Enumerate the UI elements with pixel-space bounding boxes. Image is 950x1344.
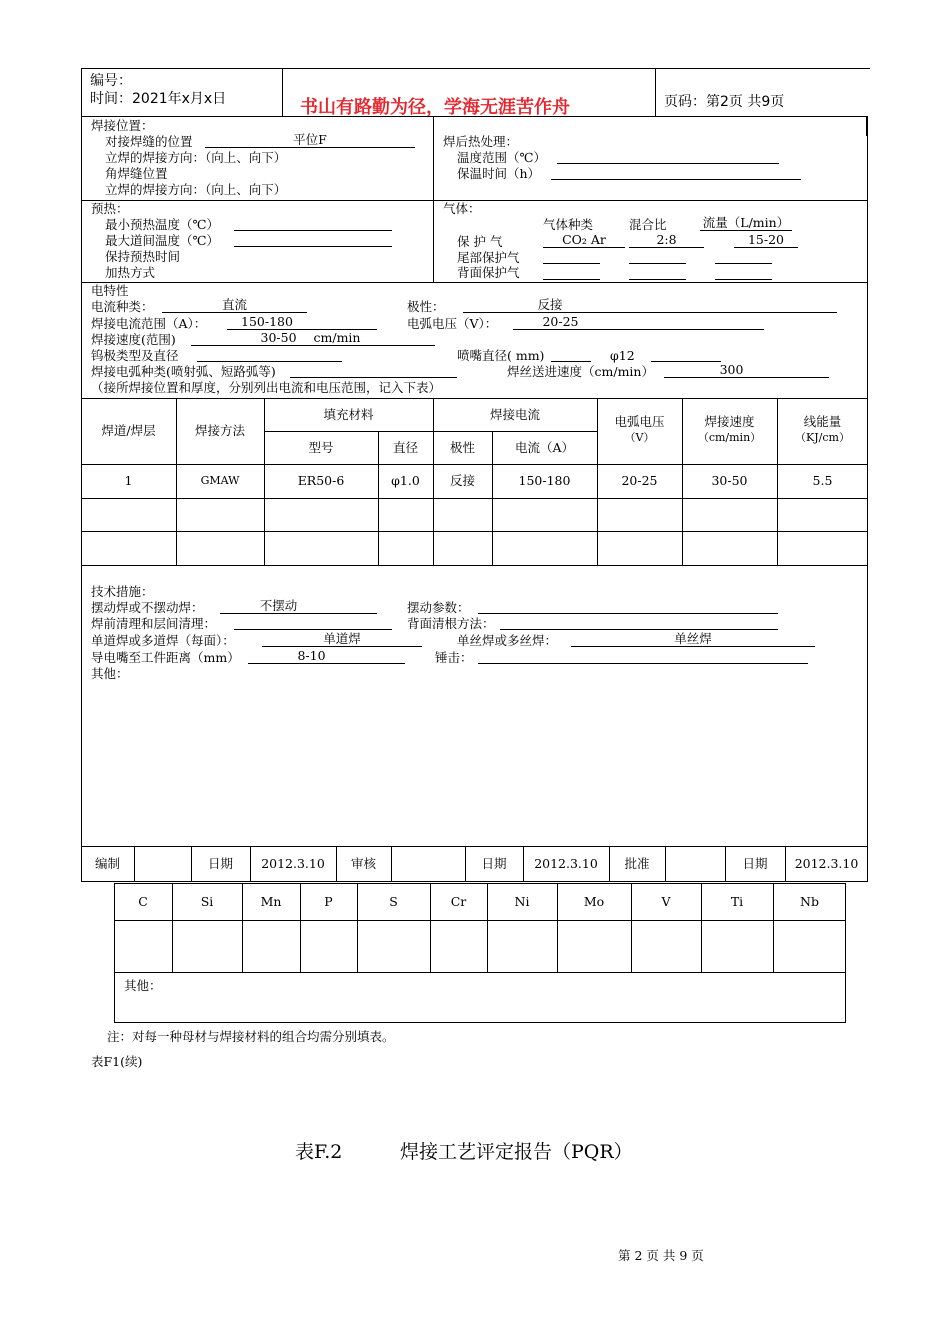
reviewed-label: 审核 xyxy=(350,855,376,871)
date-value-1: 2012.3.10 xyxy=(261,855,325,871)
table-continued: 表F1(续) xyxy=(91,1054,143,1069)
backing-gas-flow[interactable] xyxy=(715,265,772,280)
element-cr: Cr xyxy=(450,893,467,909)
wire-type-field[interactable] xyxy=(571,632,815,647)
max-interpass-field[interactable] xyxy=(234,232,392,247)
heating-method-label: 加热方式 xyxy=(105,265,156,280)
gas-ratio-header: 混合比 xyxy=(629,217,667,232)
col-current: 电流（A） xyxy=(514,439,575,455)
report-number: 表F.2 xyxy=(295,1141,343,1163)
cell-model: ER50-6 xyxy=(297,473,345,488)
col-polarity: 极性 xyxy=(449,439,475,455)
col-speed xyxy=(682,414,777,446)
electrical-title: 电特性 xyxy=(91,283,129,298)
pass-type-value: 单道焊 xyxy=(323,631,361,646)
element-mo: Mo xyxy=(583,893,605,909)
element-ti: Ti xyxy=(730,893,744,909)
speed-value: 30-50 xyxy=(260,330,297,345)
max-interpass-label: 最大道间温度（℃） xyxy=(105,233,219,248)
footnote: 注：对每一种母材与焊接材料的组合均需分别填表。 xyxy=(107,1029,395,1044)
speed-unit: cm/min xyxy=(313,330,361,345)
col-heat-input xyxy=(777,414,868,446)
date-label-2: 日期 xyxy=(481,855,507,871)
trailing-gas-type[interactable] xyxy=(543,249,600,264)
technique-other-label: 其他： xyxy=(91,666,129,681)
element-ni: Ni xyxy=(514,893,530,909)
shield-gas-ratio[interactable]: 2:8 xyxy=(629,233,704,248)
nozzle-value: φ12 xyxy=(610,348,635,363)
approved-label: 批准 xyxy=(624,855,650,871)
element-si: Si xyxy=(200,893,214,909)
cleaning-field[interactable] xyxy=(234,615,392,630)
date-label: 时间：2021年x月x日 xyxy=(90,91,227,107)
element-c: C xyxy=(138,893,148,909)
cleaning-label: 焊前清理和层间清理： xyxy=(91,616,217,631)
cell-voltage: 20-25 xyxy=(621,473,658,488)
weave-field[interactable] xyxy=(220,599,377,614)
prepared-field[interactable] xyxy=(135,847,190,880)
prepared-label: 编制 xyxy=(94,855,120,871)
col-diameter: 直径 xyxy=(392,439,418,455)
element-v: V xyxy=(661,893,671,909)
current-type-label: 电流种类： xyxy=(91,299,154,314)
polarity-value: 反接 xyxy=(537,297,563,312)
trailing-gas-flow[interactable] xyxy=(715,249,772,264)
tungsten-field[interactable] xyxy=(197,347,342,362)
nozzle-blank[interactable] xyxy=(551,347,591,362)
cell-current: 150-180 xyxy=(518,473,571,488)
col-speed-label: 焊接速度 xyxy=(704,414,755,429)
col-voltage-label: 电弧电压 xyxy=(614,414,665,429)
ctwd-field[interactable] xyxy=(248,649,405,664)
cell-polarity: 反接 xyxy=(449,473,475,488)
ctwd-label: 导电嘴至工件距离（mm） xyxy=(91,650,240,665)
current-range-label: 焊接电流范围（A）： xyxy=(91,316,207,331)
pwht-title: 焊后热处理： xyxy=(443,134,519,149)
chem-other-label: 其他： xyxy=(124,978,162,993)
fillet-label: 角焊缝位置 xyxy=(105,166,168,181)
butt-weld-label: 对接焊缝的位置 xyxy=(105,134,193,149)
nozzle-field[interactable] xyxy=(651,347,721,362)
voltage-value: 20-25 xyxy=(542,314,579,329)
polarity-label: 极性： xyxy=(407,299,445,314)
trailing-gas-ratio[interactable] xyxy=(629,249,686,264)
cell-speed: 30-50 xyxy=(711,473,748,488)
backing-gas-ratio[interactable] xyxy=(629,265,686,280)
col-pass: 焊道/焊层 xyxy=(101,423,156,438)
tungsten-label: 钨极类型及直径 xyxy=(91,348,179,363)
weave-value: 不摆动 xyxy=(259,598,298,613)
motto-banner: 书山有路勤为径，学海无涯苦作舟 xyxy=(300,97,570,118)
col-filler: 填充材料 xyxy=(323,406,374,422)
element-p: P xyxy=(324,893,333,909)
col-model: 型号 xyxy=(308,439,334,455)
transfer-mode-label: 焊接电弧种类(喷射弧、短路弧等) xyxy=(91,364,276,379)
weave-param-field[interactable] xyxy=(478,599,778,614)
date-value-2: 2012.3.10 xyxy=(534,855,598,871)
pwht-time-field[interactable] xyxy=(551,165,801,180)
shield-gas-label: 保 护 气 xyxy=(457,234,503,249)
current-type-field[interactable]: 直流 xyxy=(162,298,307,313)
wire-feed-field[interactable] xyxy=(664,363,829,378)
wire-type-label: 单丝焊或多丝焊： xyxy=(457,633,558,648)
pass-type-field[interactable] xyxy=(262,632,422,647)
electrical-note: （接所焊接位置和厚度，分别列出电流和电压范围，记入下表） xyxy=(91,380,442,395)
peening-field[interactable] xyxy=(478,649,808,664)
backing-gas-type[interactable] xyxy=(543,265,600,280)
voltage-field[interactable] xyxy=(513,315,764,330)
nozzle-label: 喷嘴直径( mm) xyxy=(457,348,545,363)
weave-param-label: 摆动参数： xyxy=(407,600,470,615)
cell-pass: 1 xyxy=(124,473,133,488)
position-title: 焊接位置： xyxy=(91,118,154,133)
col-speed-unit: （cm/min） xyxy=(697,431,762,444)
col-heat-label: 线能量 xyxy=(803,414,842,429)
shield-gas-type[interactable]: CO₂ Ar xyxy=(543,233,625,248)
peening-label: 锤击： xyxy=(435,650,473,665)
cell-heat-input: 5.5 xyxy=(812,473,833,488)
element-mn: Mn xyxy=(260,893,282,909)
gas-type-header: 气体种类 xyxy=(543,217,594,232)
technique-title: 技术措施： xyxy=(91,584,154,599)
gas-flow-header: 流量（L/min） xyxy=(700,216,792,231)
col-process: 焊接方法 xyxy=(194,423,245,438)
date-label-3: 日期 xyxy=(742,855,768,871)
polarity-field[interactable] xyxy=(463,298,837,313)
current-range-field[interactable] xyxy=(227,315,377,330)
min-preheat-field[interactable] xyxy=(234,216,392,231)
cell-process: GMAW xyxy=(200,474,240,487)
pass-type-label: 单道焊或多道焊（每面）： xyxy=(91,633,235,648)
date-label-1: 日期 xyxy=(207,855,233,871)
backgouge-label: 背面清根方法： xyxy=(407,616,495,631)
col-voltage-unit: （V） xyxy=(624,431,655,444)
wire-type-value: 单丝焊 xyxy=(674,631,712,646)
reviewed-field[interactable] xyxy=(392,847,464,880)
approved-field[interactable] xyxy=(666,847,724,880)
speed-label: 焊接速度(范围) xyxy=(91,332,176,347)
wire-feed-value: 300 xyxy=(719,362,744,377)
vertical-direction: 立焊的焊接方向：（向上、向下） xyxy=(105,150,287,165)
col-voltage xyxy=(597,414,682,446)
backing-gas-label: 背面保护气 xyxy=(457,265,520,280)
serial-label: 编号： xyxy=(90,73,132,89)
voltage-label: 电弧电压（V）： xyxy=(407,316,498,331)
min-preheat-label: 最小预热温度（℃） xyxy=(105,217,219,232)
trailing-gas-label: 尾部保护气 xyxy=(457,250,520,265)
element-s: S xyxy=(389,893,398,909)
pwht-temp-field[interactable] xyxy=(557,149,779,164)
vertical-direction-2: 立焊的焊接方向：（向上、向下） xyxy=(105,182,287,197)
butt-weld-position[interactable]: 平位F xyxy=(205,133,415,148)
col-current-group: 焊接电流 xyxy=(489,406,540,422)
preheat-title: 预热： xyxy=(91,201,129,216)
transfer-mode-field[interactable] xyxy=(290,363,457,378)
page-number: 第 2 页 共 9 页 xyxy=(618,1248,704,1263)
weave-label: 摆动焊或不摆动焊： xyxy=(91,600,204,615)
speed-field[interactable] xyxy=(191,331,435,346)
shield-gas-flow[interactable]: 15-20 xyxy=(734,233,798,248)
cell-diameter: φ1.0 xyxy=(391,473,420,488)
pwht-temp-label: 温度范围（℃） xyxy=(457,150,546,165)
report-title: 焊接工艺评定报告（PQR） xyxy=(400,1141,633,1163)
wire-feed-label: 焊丝送进速度（cm/min） xyxy=(507,364,654,379)
current-range-value: 150-180 xyxy=(241,314,293,329)
element-nb: Nb xyxy=(800,893,819,909)
gas-title: 气体： xyxy=(443,201,481,216)
pwht-time-label: 保温时间（h） xyxy=(457,166,541,181)
col-heat-unit: （KJ/cm） xyxy=(795,431,850,444)
date-value-3: 2012.3.10 xyxy=(794,855,859,871)
page-label: 页码：第2页 共9页 xyxy=(664,94,785,110)
backgouge-field[interactable] xyxy=(500,615,778,630)
preheat-hold-label: 保持预热时间 xyxy=(105,249,181,264)
ctwd-value: 8-10 xyxy=(297,648,326,663)
